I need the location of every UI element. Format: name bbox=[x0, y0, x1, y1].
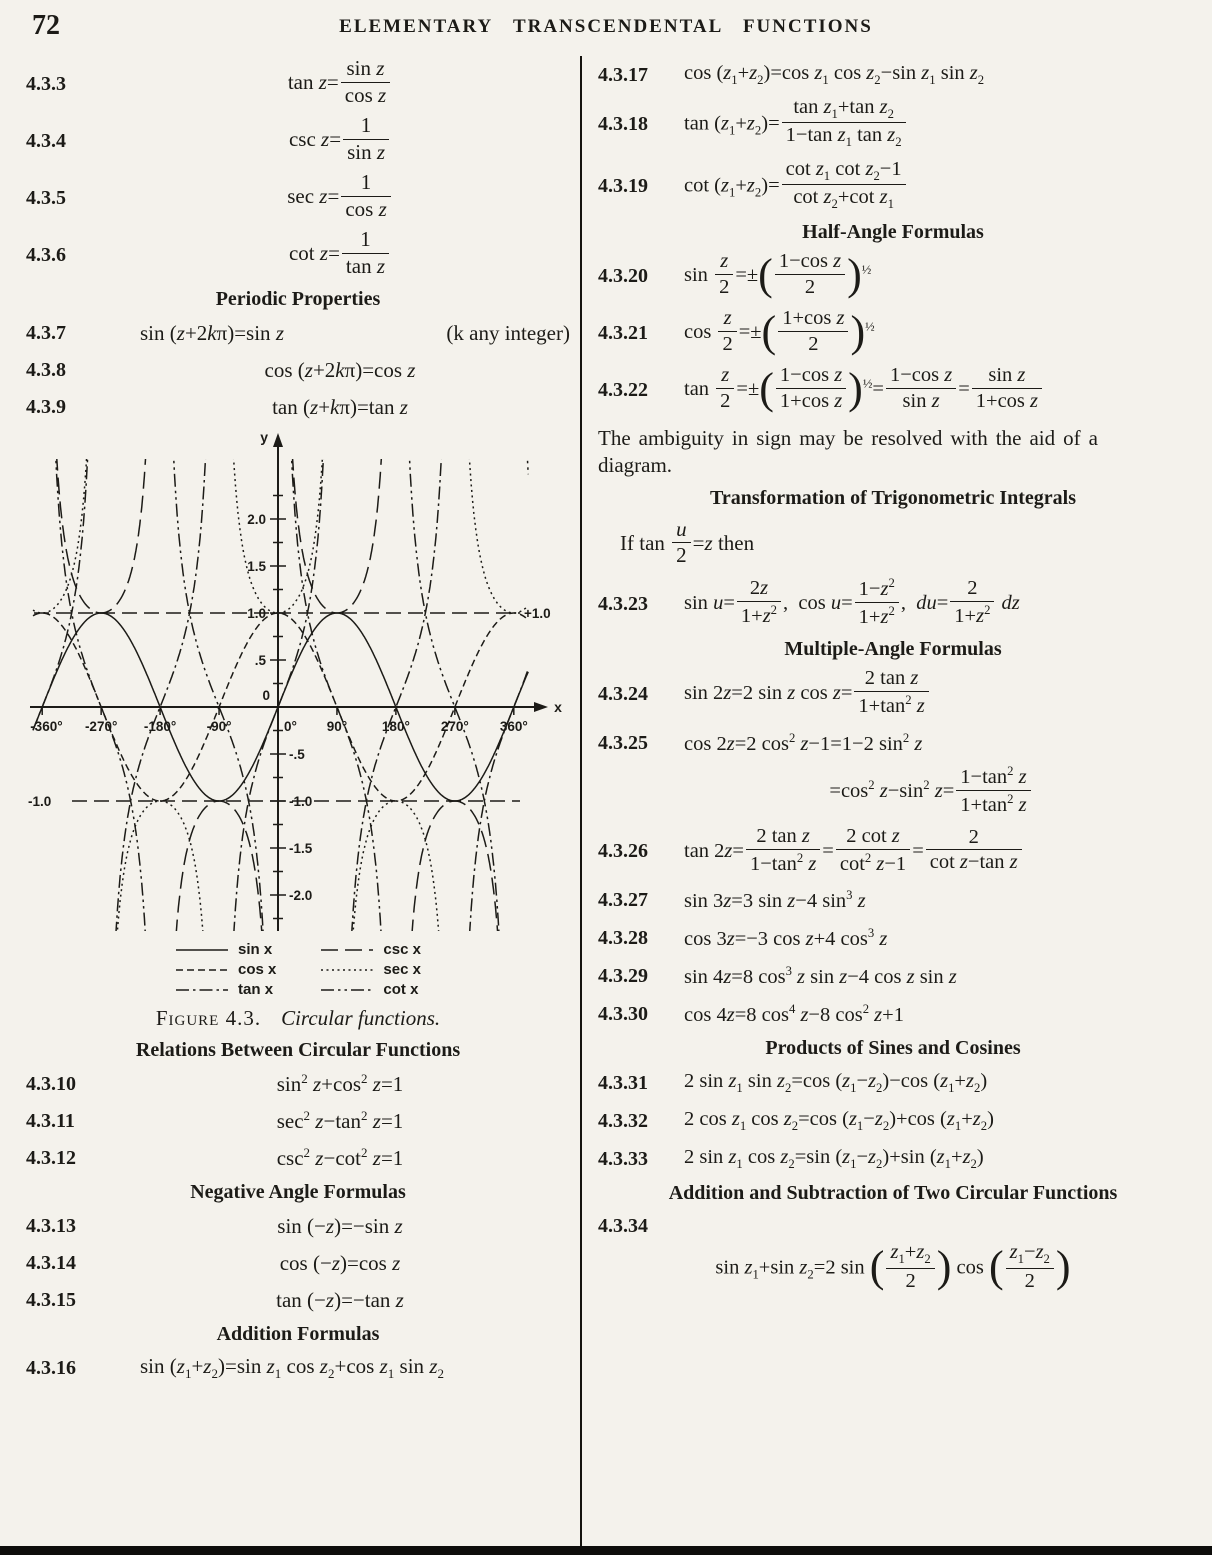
equation-4.3.30 bbox=[598, 999, 1188, 1029]
equation-number: 4.3.17 bbox=[598, 63, 648, 86]
legend-line-tan bbox=[175, 985, 229, 995]
equation-body: tan (−z)=−tan z bbox=[276, 1287, 404, 1312]
page-title: ELEMENTARY TRANSCENDENTAL FUNCTIONS bbox=[339, 16, 873, 37]
fraction: $\frac{\text{2 tan z}}{1-\tan^2 z}$ bbox=[746, 825, 820, 876]
equation-4.3.18 bbox=[598, 98, 1188, 152]
right-column bbox=[598, 52, 1188, 1297]
legend-label: cot x bbox=[383, 981, 419, 999]
legend-column bbox=[175, 941, 276, 998]
equation-number: 4.3.5 bbox=[26, 186, 66, 209]
page-number: 72 bbox=[32, 10, 60, 41]
section-heading: Negative Angle Formulas bbox=[190, 1181, 406, 1204]
equation-body: tan z= $\frac{\text{sin z}}{\text{cos z}}$ bbox=[110, 59, 570, 109]
equation-number: 4.3.16 bbox=[26, 1356, 76, 1379]
equation-number: 4.3.18 bbox=[598, 113, 648, 136]
equation-body: cos 2z=2 $\cos^2 z-1=1-2$ $\sin^2 z$ bbox=[684, 730, 923, 755]
equation-4.3.3 bbox=[26, 56, 570, 109]
x-tick-label: -90° bbox=[206, 719, 232, 735]
body-text: The ambiguity in sign may be resolved with the aid of a diagram. bbox=[598, 425, 1098, 477]
equation-body: sin $\frac{z}{2}$ =±( $\frac{\text{1−cos z}}{2}$ )$^{\frac{1}{2}}$ bbox=[684, 249, 872, 299]
equation-number: 4.3.15 bbox=[26, 1288, 76, 1311]
equation-number: 4.3.14 bbox=[26, 1251, 76, 1274]
equation-number: 4.3.11 bbox=[26, 1109, 75, 1132]
equation-number: 4.3.34 bbox=[598, 1214, 648, 1237]
fraction: $\frac{\text{1−cos z}}{2}$ bbox=[775, 250, 845, 299]
equation-body: tan 2z= $\frac{\text{2 tan z}}{1-\tan^2 z}$ = $\frac{\text{2 cot z}}{\cot^2 z-1}$ = $\frac{2}{\text{cot z−tan z}}$ bbox=[674, 827, 1188, 878]
equation-number: 4.3.7 bbox=[26, 321, 66, 344]
equation-4.3.33 bbox=[598, 1144, 1188, 1174]
equation-body: $\csc^2 z-\cot^2$ z=1 bbox=[276, 1145, 404, 1171]
curve-sec bbox=[33, 429, 528, 934]
equation-4.3.13 bbox=[26, 1211, 570, 1241]
fraction: $\frac{\text{1−cos z}}{\text{sin z}}$ bbox=[886, 364, 956, 413]
fraction: $\frac{z_1-z_2}{2}$ bbox=[1006, 1241, 1054, 1292]
big-paren: ) bbox=[1055, 1241, 1071, 1291]
equation-number: 4.3.24 bbox=[598, 683, 648, 706]
fraction: $\frac{2}{\text{cot z−tan z}}$ bbox=[926, 826, 1022, 875]
reference-line-label: -1.0 bbox=[28, 794, 52, 810]
y-tick-label: 1.0 bbox=[247, 606, 266, 622]
equation-number: 4.3.23 bbox=[598, 592, 648, 615]
y-tick-label: .5 bbox=[254, 653, 266, 669]
equation-body: sin (−z)=−sin z bbox=[277, 1213, 403, 1238]
legend-label: sec x bbox=[383, 961, 421, 979]
section-heading: Periodic Properties bbox=[215, 288, 381, 311]
big-paren: ) bbox=[848, 363, 863, 413]
big-paren: ( bbox=[869, 1241, 885, 1291]
fraction: $\frac{\text{1−cos z}}{\text{1+cos z}}$ bbox=[776, 364, 846, 413]
y-tick-label: -2.0 bbox=[289, 888, 313, 904]
equation-4.3.32 bbox=[598, 1106, 1188, 1136]
equation-4.3.7 bbox=[26, 318, 570, 348]
fraction: $\frac{u}{2}$ bbox=[672, 518, 691, 568]
legend-column bbox=[320, 941, 421, 998]
fraction: $\frac{z}{2}$ bbox=[716, 364, 734, 413]
legend-label: sin x bbox=[238, 941, 273, 959]
equation-4.3.11 bbox=[26, 1106, 570, 1136]
figure-circular-functions bbox=[26, 429, 570, 998]
equation-4.3.10 bbox=[26, 1069, 570, 1099]
equation-number: 4.3.31 bbox=[598, 1071, 648, 1094]
y-tick-label: 2.0 bbox=[247, 512, 266, 528]
reference-line-label: +1.0 bbox=[524, 606, 551, 622]
x-tick-label: -180° bbox=[143, 719, 177, 735]
equation-4.3.9 bbox=[26, 392, 570, 422]
equation-number: 4.3.29 bbox=[598, 964, 648, 987]
equation-4.3.22 bbox=[598, 363, 1188, 415]
equation-body: cos (−z)=cos z bbox=[279, 1250, 401, 1275]
equation-body: $\sin^2 z+\cos^2$ z=1 bbox=[276, 1071, 404, 1097]
legend-item bbox=[320, 941, 421, 958]
equation-body: sec z= $\frac{1}{\text{cos z}}$ bbox=[110, 173, 570, 223]
big-paren: ) bbox=[847, 249, 862, 299]
section-heading: Half-Angle Formulas bbox=[802, 221, 984, 244]
fraction: $\frac{\tan z_1+\tan z_2}{1-\tan z_1 \tan z_2}$ bbox=[782, 96, 906, 150]
big-paren: ) bbox=[936, 1241, 952, 1291]
equation-number: 4.3.27 bbox=[598, 888, 648, 911]
equation-4.3.4 bbox=[26, 113, 570, 166]
equation-4.3.24 bbox=[598, 669, 1188, 720]
big-paren: ( bbox=[759, 363, 774, 413]
fraction: $\frac{\text{sin z}}{\text{1+cos z}}$ bbox=[972, 364, 1042, 413]
equation-body: sin 2z=2 sin z cos z= $\frac{\text{2 tan z}}{1+\tan^2 z}$ bbox=[674, 669, 1188, 720]
y-tick-label: -1.0 bbox=[289, 794, 313, 810]
legend-item bbox=[175, 981, 276, 998]
equation-number: 4.3.22 bbox=[598, 379, 648, 402]
figure-caption-label: Figure 4.3. bbox=[155, 1006, 262, 1031]
equation-body: sin (z+2kπ)=sin z bbox=[140, 320, 284, 345]
equation-number: 4.3.21 bbox=[598, 322, 648, 345]
equation-number: 4.3.10 bbox=[26, 1072, 76, 1095]
equation-body: csc z= $\frac{1}{\text{sin z}}$ bbox=[110, 116, 570, 166]
equation-body: $\cos (z_1+z_2)=\cos$ $z_1$ $\cos z_2-\sin$ $z_1$ $\sin z_2$ bbox=[684, 61, 985, 88]
equation-body: $\sin z_1+\sin$ $z_2=2$ sin ( $\frac{z_1+z_2}{2}$ ) cos ( $\frac{z_1-z_2}{2}$ ) bbox=[715, 1241, 1071, 1292]
page-bottom-edge bbox=[0, 1546, 1212, 1555]
equation-body: sin 3z=3 sin z−4 $\sin^3 z$ bbox=[684, 887, 866, 912]
equation-4.3.25 bbox=[598, 728, 1188, 758]
equation-4.3.15 bbox=[26, 1285, 570, 1315]
fraction: $\frac{1}{\text{tan z}}$ bbox=[342, 228, 389, 278]
equation-4.3.6 bbox=[26, 227, 570, 280]
legend-line-sec bbox=[320, 965, 374, 975]
x-tick-label: -270° bbox=[84, 719, 118, 735]
equation-4.3.19 bbox=[598, 157, 1188, 214]
curve-tan bbox=[33, 429, 528, 934]
fraction: $\frac{\text{2 tan z}}{1+\tan^2 z}$ bbox=[854, 667, 928, 718]
equation-number: 4.3.20 bbox=[598, 265, 648, 288]
equation-number: 4.3.32 bbox=[598, 1109, 648, 1132]
equation-4.3.20 bbox=[598, 249, 1188, 301]
equation-body: tan (z+kπ)=tan z bbox=[272, 394, 408, 419]
equation-note: (k any integer) bbox=[446, 320, 570, 345]
equation-number: 4.3.6 bbox=[26, 243, 66, 266]
figure-caption bbox=[26, 1006, 570, 1031]
legend-line-cos bbox=[175, 965, 229, 975]
fraction: $\frac{\cot z_1 \cot z_2-1}{\cot z_2+\cot z_1}$ bbox=[782, 158, 906, 212]
equation-number: 4.3.13 bbox=[26, 1214, 76, 1237]
legend-line-cot bbox=[320, 985, 374, 995]
legend-label: cos x bbox=[238, 961, 277, 979]
equation-number-row bbox=[598, 1211, 1188, 1241]
equation-number: 4.3.8 bbox=[26, 358, 66, 381]
equation-4.3.5 bbox=[26, 170, 570, 223]
fraction: $\frac{z_1+z_2}{2}$ bbox=[886, 1241, 934, 1292]
equation-body: 2 $\sin z_1$ $\sin z_2=\cos$ $(z_1-z_2)-\cos$ $(z_1+z_2)$ bbox=[684, 1070, 988, 1096]
column-divider bbox=[580, 56, 582, 1546]
equation-body: cos $\frac{z}{2}$ =±( $\frac{\text{1+cos z}}{2}$ )$^{\frac{1}{2}}$ bbox=[684, 306, 875, 356]
figure-plot bbox=[26, 429, 570, 934]
x-tick-label: 90° bbox=[326, 719, 348, 735]
equation-4.3.29 bbox=[598, 961, 1188, 991]
equation-body: $\sec^2 z-\tan^2$ z=1 bbox=[276, 1108, 404, 1134]
equation-body: cos 3z=−3 cos z+4 $\cos^3 z$ bbox=[684, 925, 888, 950]
equation-4.3.17 bbox=[598, 60, 1188, 90]
y-axis-arrow bbox=[273, 433, 283, 447]
legend-label: csc x bbox=[383, 941, 421, 959]
legend-item bbox=[320, 961, 421, 978]
fraction: $\frac{\text{2 cot z}}{\cot^2 z-1}$ bbox=[836, 825, 910, 876]
curve-cot bbox=[33, 429, 528, 934]
equation-4.3.26 bbox=[598, 824, 1188, 878]
big-paren: ) bbox=[850, 306, 866, 356]
equation-body: sin 4z=8 $\cos^3 z$ sin z−4 cos z sin z bbox=[684, 963, 957, 988]
equation-body: $\sin (z_1+z_2)=\sin$ $z_1$ $\cos z_2+\cos$ $z_1$ $\sin z_2$ bbox=[140, 1354, 445, 1382]
equation-body: $\tan (z_1+z_2)=$ $\frac{\tan z_1+\tan z_2}{1-\tan z_1 \tan z_2}$ bbox=[674, 98, 1188, 152]
equation-body: 2 $\cos z_1$ $\cos z_2=\cos$ $(z_1-z_2)+\cos$ $(z_1+z_2)$ bbox=[684, 1108, 994, 1134]
equation-number: 4.3.28 bbox=[598, 926, 648, 949]
equation-4.3.27 bbox=[598, 885, 1188, 915]
equation-body: 2 $\sin z_1$ $\cos z_2=\sin$ $(z_1-z_2)+\sin$ $(z_1+z_2)$ bbox=[684, 1146, 984, 1172]
equation-number: 4.3.26 bbox=[598, 840, 648, 863]
equation-body: $\cot (z_1+z_2)=$ $\frac{\cot z_1 \cot z_2-1}{\cot z_2+\cot z_1}$ bbox=[674, 160, 1188, 214]
equation-number: 4.3.4 bbox=[26, 129, 66, 152]
figure-caption-text: Circular functions. bbox=[281, 1006, 441, 1031]
legend-line-sin bbox=[175, 945, 229, 955]
equation-number: 4.3.19 bbox=[598, 174, 648, 197]
legend-item bbox=[175, 961, 276, 978]
equation-4.3.16 bbox=[26, 1353, 570, 1383]
x-tick-label: 180° bbox=[381, 719, 410, 735]
figure-legend bbox=[26, 941, 570, 998]
section-heading: Products of Sines and Cosines bbox=[765, 1037, 1021, 1060]
x-tick-label: 270° bbox=[440, 719, 469, 735]
equation-body: tan $\frac{z}{2}$ =±( $\frac{\text{1−cos z}}{\text{1+cos z}}$ )$^{\frac{1}{2}}$= $\frac{\text{1−cos z}}{\text{sin z}}$ = $\frac{\text{sin z}}{\text{1+cos z}}$ bbox=[674, 366, 1188, 415]
left-column bbox=[26, 52, 570, 1390]
big-paren: ( bbox=[761, 306, 777, 356]
equation-4.3.28 bbox=[598, 923, 1188, 953]
equation-4.3.12 bbox=[26, 1143, 570, 1173]
legend-label: tan x bbox=[238, 981, 274, 999]
x-axis-arrow bbox=[534, 702, 548, 712]
equation-body: cos 4z=8 $\cos^4 z-8$ $\cos^2 z+1$ bbox=[684, 1001, 904, 1026]
equation-4.3.23 bbox=[598, 575, 1188, 631]
big-paren: ( bbox=[758, 249, 773, 299]
equation-number: 4.3.3 bbox=[26, 72, 66, 95]
y-tick-label: -.5 bbox=[289, 747, 305, 763]
x-tick-label: -360° bbox=[30, 719, 63, 735]
x-tick-label: 0° bbox=[284, 719, 297, 735]
fraction: $\frac{2}{1+z^2}$ bbox=[950, 577, 994, 628]
section-heading: Relations Between Circular Functions bbox=[135, 1039, 461, 1062]
y-tick-label: 1.5 bbox=[247, 559, 266, 575]
equation-body: $=\cos^2$ $z-\sin^2$ z= $\frac{1-\tan^2 z}{1+\tan^2 z}$ bbox=[674, 766, 1188, 819]
legend-item bbox=[175, 941, 276, 958]
equation-4.3.34 bbox=[598, 1243, 1188, 1294]
section-heading: Multiple-Angle Formulas bbox=[784, 638, 1002, 661]
y-axis-label: y bbox=[260, 429, 268, 446]
fraction: $\frac{z}{2}$ bbox=[718, 307, 736, 356]
fraction: $\frac{z}{2}$ bbox=[715, 250, 733, 299]
fraction: $\frac{1-\tan^2 z}{1+\tan^2 z}$ bbox=[956, 764, 1030, 817]
big-paren: ( bbox=[988, 1241, 1004, 1291]
fraction: $\frac{\text{1+cos z}}{2}$ bbox=[778, 307, 848, 356]
fraction: $\frac{\text{sin z}}{\text{cos z}}$ bbox=[341, 57, 390, 107]
math-line: If tan $\frac{u}{2}$ =z then bbox=[620, 516, 755, 568]
section-heading: Addition Formulas bbox=[216, 1323, 380, 1346]
fraction: $\frac{2z}{1+z^2}$ bbox=[737, 577, 781, 628]
legend-item bbox=[320, 981, 421, 998]
equation-number: 4.3.9 bbox=[26, 395, 66, 418]
section-heading: Addition and Subtraction of Two Circular Functions bbox=[668, 1182, 1118, 1205]
equation-4.3.8 bbox=[26, 355, 570, 385]
equation-body: cot z= $\frac{1}{\text{tan z}}$ bbox=[110, 230, 570, 280]
equation-body: cos (z+2kπ)=cos z bbox=[264, 357, 416, 382]
curve-csc bbox=[33, 429, 528, 934]
equation-body: sin u= $\frac{2z}{1+z^2}$ , cos u= $\frac{1-z^2}{1+z^2}$ , du= $\frac{2}{1+z^2}$ dz bbox=[684, 575, 1020, 628]
equation-number: 4.3.30 bbox=[598, 1002, 648, 1025]
equation-4.3.14 bbox=[26, 1248, 570, 1278]
equation-4.3.31 bbox=[598, 1068, 1188, 1098]
fraction: $\frac{1}{\text{sin z}}$ bbox=[343, 114, 389, 164]
x-tick-label: 360° bbox=[499, 719, 528, 735]
section-heading: Transformation of Trigonometric Integrals bbox=[709, 486, 1077, 509]
x-axis-label: x bbox=[554, 699, 562, 716]
equation-number: 4.3.33 bbox=[598, 1147, 648, 1170]
legend-line-csc bbox=[320, 945, 374, 955]
y-tick-label: 0 bbox=[262, 688, 270, 704]
equation-number: 4.3.12 bbox=[26, 1146, 76, 1169]
equation-number: 4.3.25 bbox=[598, 731, 648, 754]
equation-continuation bbox=[598, 766, 1188, 819]
equation-4.3.21 bbox=[598, 306, 1188, 358]
y-tick-label: -1.5 bbox=[289, 841, 313, 857]
fraction: $\frac{1}{\text{cos z}}$ bbox=[341, 171, 390, 221]
fraction: $\frac{1-z^2}{1+z^2}$ bbox=[855, 576, 899, 629]
